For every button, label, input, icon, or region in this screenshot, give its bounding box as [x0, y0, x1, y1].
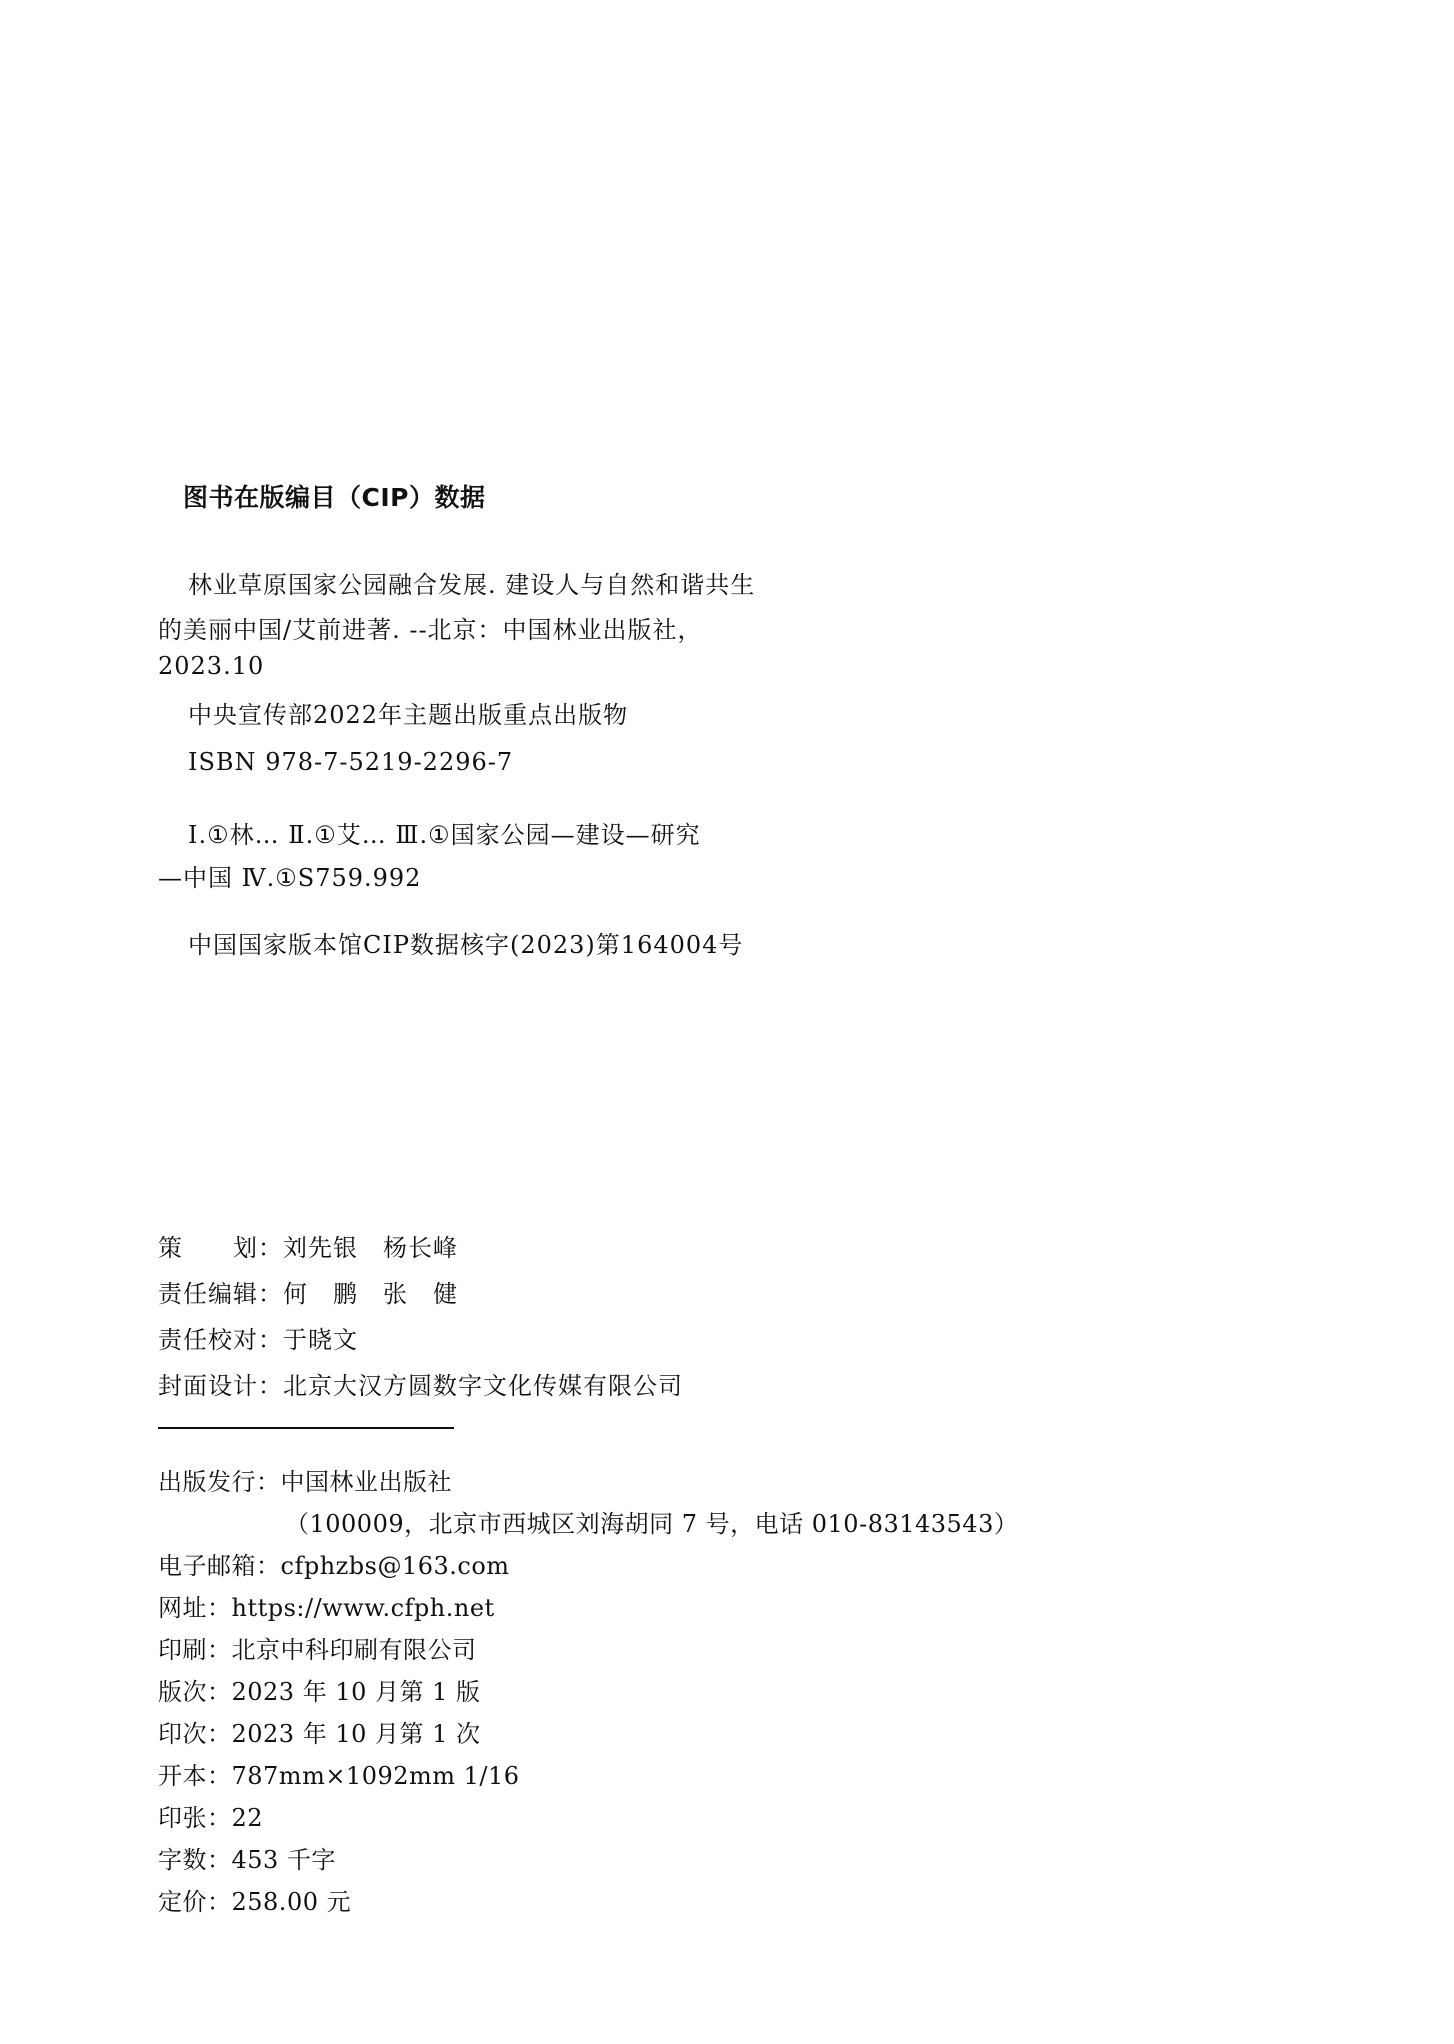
printing-label: 印次： — [158, 1720, 232, 1748]
words-label: 字数： — [158, 1846, 232, 1874]
words-row — [158, 1840, 336, 1875]
cip-classification-line-1: Ⅰ.①林… Ⅱ.①艾… Ⅲ.①国家公园—建设—研究 — [188, 821, 701, 849]
credit-value: 北京大汉方圆数字文化传媒有限公司 — [283, 1372, 683, 1400]
format-label: 开本： — [158, 1762, 232, 1790]
website-row — [158, 1588, 495, 1623]
format-value: 787mm×1092mm 1/16 — [231, 1762, 520, 1790]
sheets-row — [158, 1798, 263, 1833]
edition-row — [158, 1672, 481, 1707]
credit-planning — [158, 1228, 458, 1263]
website-link[interactable]: https://www.cfph.net — [231, 1594, 495, 1622]
edition-label: 版次： — [158, 1678, 232, 1706]
credit-value: 何 鹏 张 健 — [283, 1280, 458, 1308]
email-row — [158, 1546, 510, 1581]
credit-value: 于晓文 — [283, 1326, 358, 1354]
cip-title-line-1: 林业草原国家公园融合发展. 建设人与自然和谐共生 — [188, 571, 756, 599]
email-label: 电子邮箱： — [158, 1552, 281, 1580]
credit-label: 策 划： — [158, 1234, 283, 1262]
website-label: 网址： — [158, 1594, 232, 1622]
divider-line — [158, 1427, 454, 1429]
words-value: 453 千字 — [231, 1846, 336, 1874]
printing-row — [158, 1714, 481, 1749]
credit-label: 责任编辑： — [158, 1280, 283, 1308]
credit-editor — [158, 1274, 458, 1309]
price-label: 定价： — [158, 1888, 232, 1916]
publisher-address: （100009，北京市西城区刘海胡同 7 号，电话 010-83143543） — [285, 1510, 1019, 1538]
credit-label: 封面设计： — [158, 1372, 283, 1400]
cip-title-line-2: 的美丽中国/艾前进著. --北京：中国林业出版社， — [158, 616, 703, 644]
edition-value: 2023 年 10 月第 1 版 — [231, 1678, 481, 1706]
printing-value: 2023 年 10 月第 1 次 — [231, 1720, 481, 1748]
publisher-row — [158, 1462, 452, 1497]
sheets-value: 22 — [231, 1804, 264, 1832]
cip-heading: 图书在版编目（CIP）数据 — [183, 483, 486, 512]
publisher-label: 出版发行： — [158, 1468, 281, 1496]
credit-cover-design — [158, 1366, 683, 1401]
cip-isbn: ISBN 978-7-5219-2296-7 — [188, 748, 514, 776]
publisher-name: 中国林业出版社 — [280, 1468, 452, 1496]
cip-number: 中国国家版本馆CIP数据核字(2023)第164004号 — [188, 931, 744, 959]
credit-label: 责任校对： — [158, 1326, 283, 1354]
printer-row — [158, 1630, 477, 1665]
price-row — [158, 1882, 351, 1917]
format-row — [158, 1756, 520, 1791]
email-value[interactable]: cfphzbs@163.com — [280, 1552, 510, 1580]
sheets-label: 印张： — [158, 1804, 232, 1832]
price-value: 258.00 元 — [231, 1888, 352, 1916]
credit-proofreader — [158, 1320, 358, 1355]
cip-classification-line-2: —中国 Ⅳ.①S759.992 — [158, 864, 422, 892]
credit-value: 刘先银 杨长峰 — [283, 1234, 458, 1262]
printer-label: 印刷： — [158, 1636, 232, 1664]
cip-series-note: 中央宣传部2022年主题出版重点出版物 — [188, 701, 629, 729]
printer-value: 北京中科印刷有限公司 — [231, 1636, 477, 1664]
cip-title-line-3: 2023.10 — [158, 652, 265, 680]
